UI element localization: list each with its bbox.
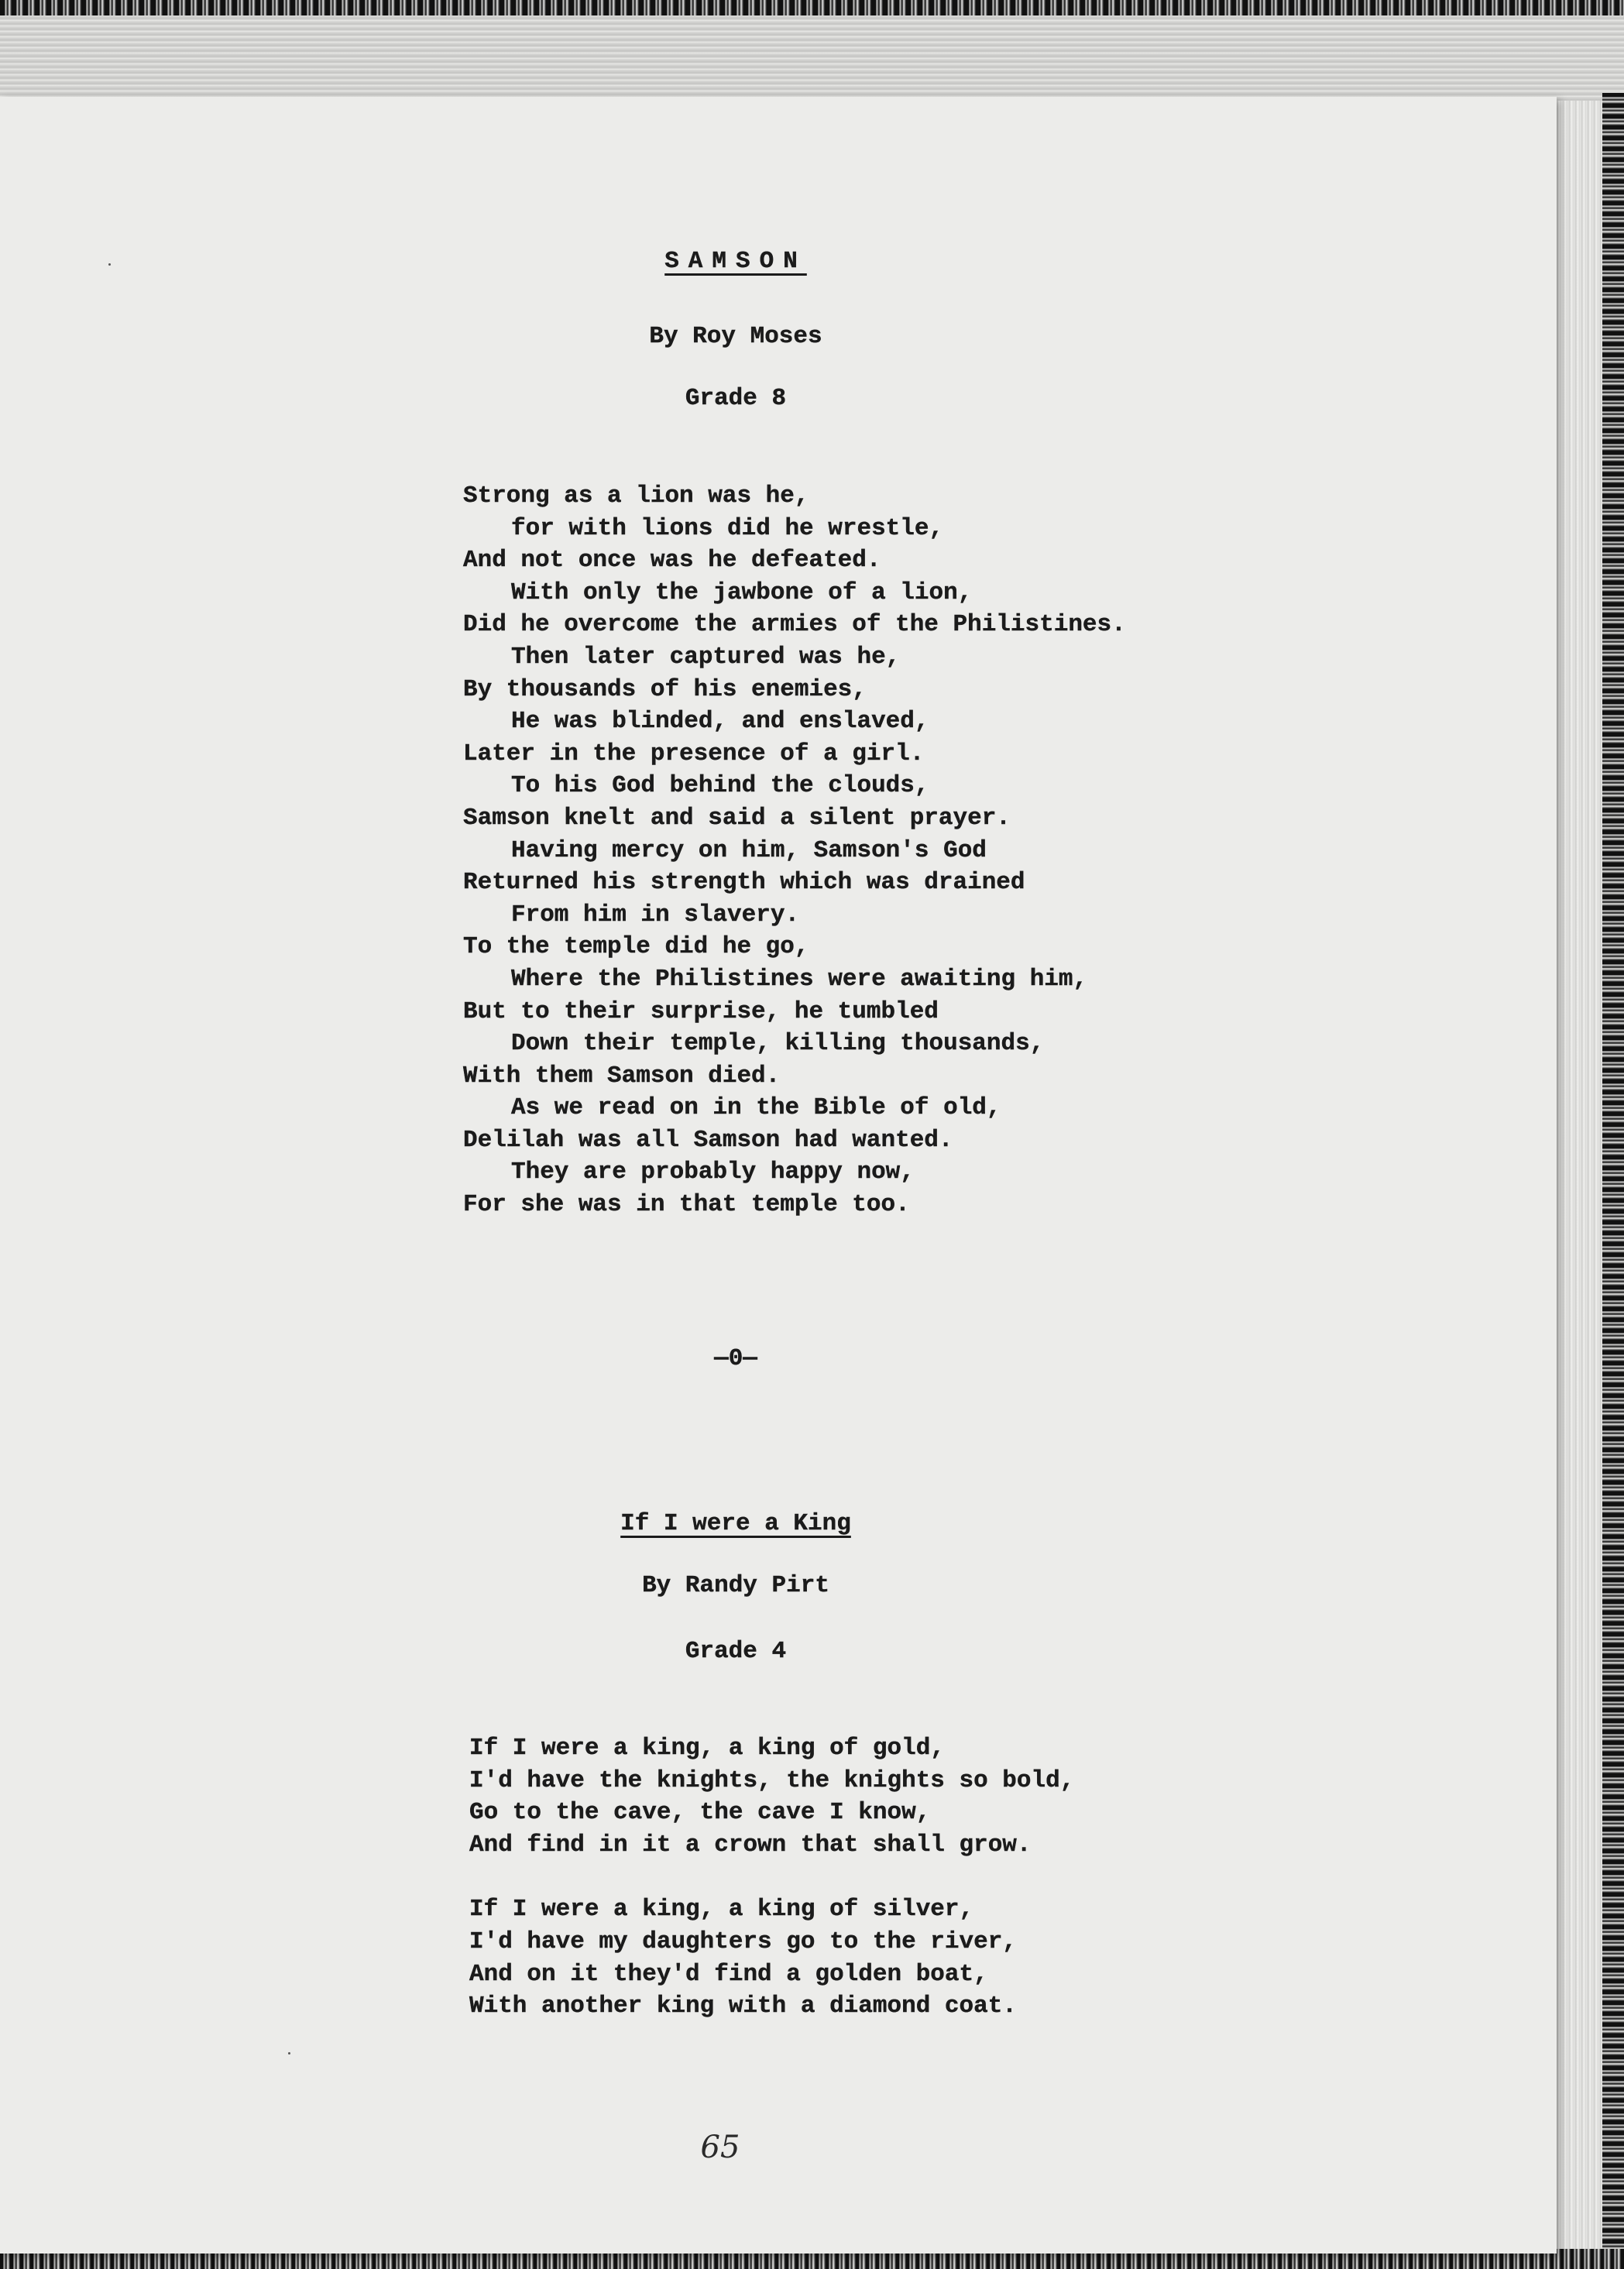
- poem2-line: And find in it a crown that shall grow.: [469, 1831, 1032, 1859]
- poem1-body: [463, 480, 1126, 1221]
- poem1-line: They are probably happy now,: [511, 1159, 915, 1186]
- poem1-line: Did he overcome the armies of the Philistines.: [463, 611, 1126, 639]
- poem1-line: To the temple did he go,: [463, 933, 809, 961]
- page-number: 65: [700, 2130, 740, 2165]
- poem2-byline: By Randy Pirt: [642, 1572, 829, 1599]
- poem1-line: For she was in that temple too.: [463, 1191, 910, 1219]
- poem1-byline: By Roy Moses: [649, 323, 822, 350]
- poem1-line: From him in slavery.: [511, 901, 800, 929]
- poem2-line: With another king with a diamond coat.: [469, 1993, 1017, 2020]
- poem1-line: Samson knelt and said a silent prayer.: [463, 804, 1011, 832]
- poem1-line: Having mercy on him, Samson's God: [511, 836, 987, 864]
- stanza-gap: [469, 1861, 1074, 1893]
- poem1-line: Where the Philistines were awaiting him,: [511, 965, 1088, 993]
- poem2-grade: Grade 4: [685, 1638, 787, 1665]
- paper-speck: [288, 2052, 290, 2054]
- poem-separator: —0—: [714, 1345, 757, 1372]
- poem2-line: Go to the cave, the cave I know,: [469, 1799, 931, 1827]
- typed-document: [0, 97, 1557, 2254]
- poem1-line: By thousands of his enemies,: [463, 675, 867, 703]
- poem1-line: With them Samson died.: [463, 1062, 781, 1090]
- poem1-line: As we read on in the Bible of old,: [511, 1094, 1001, 1122]
- poem1-line: Later in the presence of a girl.: [463, 740, 925, 767]
- poem1-line: He was blinded, and enslaved,: [511, 708, 929, 736]
- poem2-line: If I were a king, a king of gold,: [469, 1735, 945, 1762]
- poem2-line: If I were a king, a king of silver,: [469, 1896, 974, 1924]
- poem1-grade: Grade 8: [685, 385, 787, 412]
- poem1-line: Delilah was all Samson had wanted.: [463, 1126, 953, 1154]
- poem1-line: for with lions did he wrestle,: [511, 514, 944, 542]
- poem1-title-text: SAMSON: [664, 248, 807, 275]
- poem1-title: [0, 248, 1471, 275]
- poem2-line: I'd have my daughters go to the river,: [469, 1927, 1017, 1955]
- poem1-line: To his God behind the clouds,: [511, 772, 929, 800]
- paper-page: [0, 97, 1557, 2254]
- poem1-line: But to their surprise, he tumbled: [463, 997, 939, 1025]
- poem2-title-text: If I were a King: [620, 1510, 851, 1537]
- cloth-binding-top: [0, 15, 1624, 101]
- poem1-line: Returned his strength which was drained: [463, 869, 1025, 897]
- poem1-line: With only the jawbone of a lion,: [511, 578, 973, 606]
- poem2-line: I'd have the knights, the knights so bold,: [469, 1766, 1075, 1794]
- poem2-line: And on it they'd find a golden boat,: [469, 1960, 988, 1988]
- poem2-title: [0, 1510, 1471, 1537]
- poem1-line: Strong as a lion was he,: [463, 482, 809, 510]
- poem1-line: Then later captured was he,: [511, 643, 901, 671]
- poem2-body: [469, 1732, 1074, 2023]
- poem1-line: Down their temple, killing thousands,: [511, 1030, 1045, 1058]
- poem1-line: And not once was he defeated.: [463, 547, 881, 575]
- cloth-fringe-right: [1602, 93, 1624, 2269]
